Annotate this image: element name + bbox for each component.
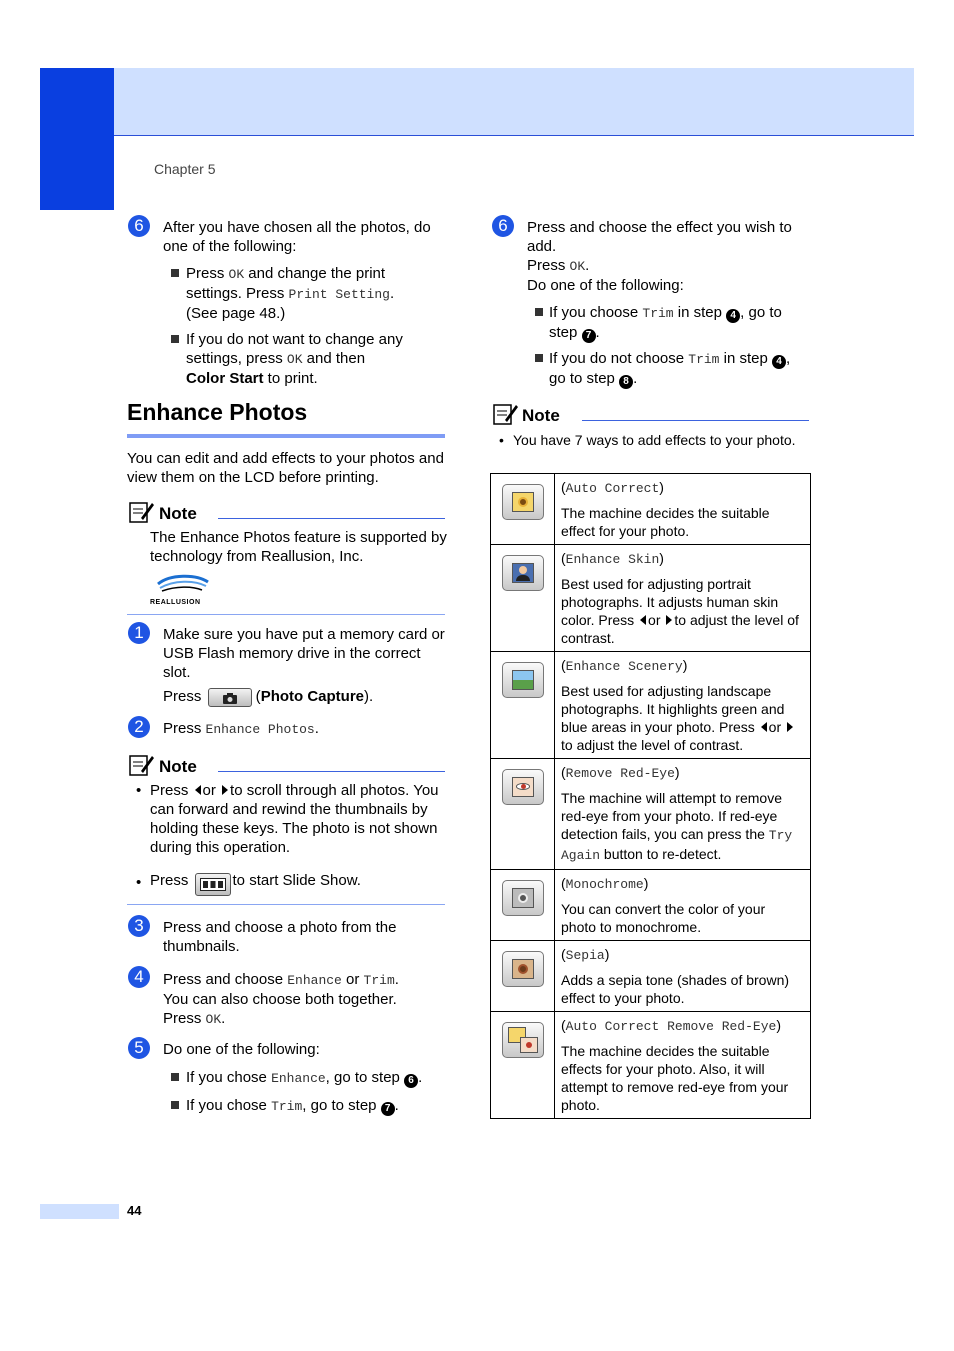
note-pencil-icon — [493, 402, 519, 426]
divider — [127, 614, 445, 615]
step-number-2: 2 — [128, 716, 150, 738]
step-number-6: 6 — [128, 215, 150, 237]
note-label: Note — [159, 757, 197, 776]
bullet — [535, 354, 543, 362]
effect-row-enhance-scenery: (Enhance Scenery) Best used for adjusting landscape photographs. It highlights green and blue areas in your photo. Press or to adjust the level of contrast. — [491, 652, 811, 759]
bullet — [535, 308, 543, 316]
note-label: Note — [159, 504, 197, 523]
note-pencil-icon — [129, 500, 155, 524]
remove-red-eye-button[interactable] — [502, 769, 544, 805]
step-1-text: Make sure you have put a memory card or USB Flash memory drive in the correct slot. — [163, 626, 445, 681]
bullet — [171, 269, 179, 277]
effect-row-auto-correct: (Auto Correct) The machine decides the suitable effect for your photo. — [491, 474, 811, 545]
auto-correct-button[interactable] — [502, 484, 544, 520]
right-arrow-icon — [787, 722, 793, 732]
left-arrow-icon — [761, 722, 767, 732]
bullet — [171, 1073, 179, 1081]
note-pencil-icon — [129, 753, 155, 777]
page-number: 44 — [127, 1203, 142, 1218]
section-heading: Enhance Photos — [127, 399, 308, 425]
reallusion-logo: REALLUSION — [150, 572, 216, 602]
eye-icon — [512, 777, 534, 797]
intro-text: You can edit and add effects to your photos and view them on the LCD before printing. — [127, 450, 444, 486]
step-6-option-change-settings: Press OK and change the print settings. Press Print Setting. (See page 48.) — [186, 265, 395, 322]
note-line — [218, 771, 445, 772]
step-6-option-trim: If you choose Trim in step 4 , go to step 7 . — [549, 304, 782, 341]
effect-row-auto-correct-red-eye: (Auto Correct Remove Red-Eye) The machine decides the suitable effects for your photo. Also, it will attempt to remove red-eye from your photo. — [491, 1012, 811, 1119]
note-effects-count: You have 7 ways to add effects to your photo. — [513, 432, 796, 448]
step-number-4: 4 — [128, 966, 150, 988]
monochrome-icon — [512, 888, 534, 908]
slide-show-key[interactable] — [195, 873, 231, 896]
step-6-right-text: Press and choose the effect you wish to add. Press OK. Do one of the following: — [527, 219, 792, 294]
step-5-text: Do one of the following: — [163, 1041, 320, 1058]
heading-rule — [127, 434, 445, 438]
note-text: The Enhance Photos feature is supported by technology from Reallusion, Inc. — [150, 529, 447, 565]
step-3-text: Press and choose a photo from the thumbnails. — [163, 919, 397, 955]
step-number-1: 1 — [128, 622, 150, 644]
bullet-dot: • — [136, 874, 142, 891]
note-2-scroll-text: Press or to scroll through all photos. You can forward and rewind the thumbnails by holding these keys. The photo is not shown during this operation. — [150, 782, 439, 856]
step-2-text: Press Enhance Photos. — [163, 720, 319, 737]
chapter-label: Chapter 5 — [154, 161, 216, 177]
effect-row-remove-red-eye: (Remove Red-Eye) The machine will attempt to remove red-eye from your photo. If red-eye detection fails, you can press the Try Again button to re-detect. — [491, 759, 811, 870]
bullet — [171, 335, 179, 343]
left-arrow-icon — [195, 785, 201, 795]
divider — [127, 904, 445, 905]
effects-table — [490, 473, 811, 1119]
sepia-button[interactable] — [502, 951, 544, 987]
landscape-icon — [512, 670, 534, 690]
slideshow-icon — [200, 878, 226, 891]
header-band — [40, 68, 914, 136]
auto-correct-red-eye-button[interactable] — [502, 1022, 544, 1058]
photo-capture-key[interactable] — [208, 688, 252, 707]
step-6-option-no-trim: If you do not choose Trim in step 4 , go to step 8 . — [549, 350, 791, 387]
step-number-3: 3 — [128, 915, 150, 937]
step-6-option-print: If you do not want to change any settings, press OK and then Color Start to print. — [186, 331, 403, 387]
bullet-dot: • — [499, 432, 504, 448]
step-5-option-enhance: If you chose Enhance, go to step 6 . — [186, 1069, 423, 1086]
enhance-skin-button[interactable] — [502, 555, 544, 591]
note-label: Note — [522, 406, 560, 425]
bullet-dot: • — [136, 782, 142, 799]
portrait-icon — [512, 563, 534, 583]
sunflower-icon — [512, 492, 534, 512]
effect-row-enhance-skin: (Enhance Skin) Best used for adjusting portrait photographs. It adjusts human skin color. Press or to adjust the level of contrast. — [491, 545, 811, 652]
right-arrow-icon — [222, 785, 228, 795]
effect-row-monochrome: (Monochrome) You can convert the color of your photo to monochrome. — [491, 870, 811, 941]
note-line — [218, 518, 445, 519]
footer-bar — [40, 1204, 119, 1219]
note-2-slideshow-text: Press to start Slide Show. — [150, 871, 445, 896]
sepia-icon — [512, 959, 534, 979]
bullet — [171, 1101, 179, 1109]
right-arrow-icon — [666, 615, 672, 625]
step-number-5: 5 — [128, 1037, 150, 1059]
effect-row-sepia: (Sepia) Adds a sepia tone (shades of brown) effect to your photo. — [491, 941, 811, 1012]
step-number-6-right: 6 — [492, 215, 514, 237]
monochrome-button[interactable] — [502, 880, 544, 916]
step-4-text: Press and choose Enhance or Trim. You can also choose both together. Press OK. — [163, 971, 399, 1027]
note-line — [582, 420, 809, 421]
chapter-tab — [40, 68, 114, 210]
enhance-scenery-button[interactable] — [502, 662, 544, 698]
camera-icon — [222, 692, 238, 705]
step-1-press: Press (Photo Capture). — [163, 688, 374, 705]
step-6-text: After you have chosen all the photos, do one of the following: — [163, 219, 431, 255]
step-5-option-trim: If you chose Trim, go to step 7 . — [186, 1097, 399, 1114]
left-arrow-icon — [640, 615, 646, 625]
